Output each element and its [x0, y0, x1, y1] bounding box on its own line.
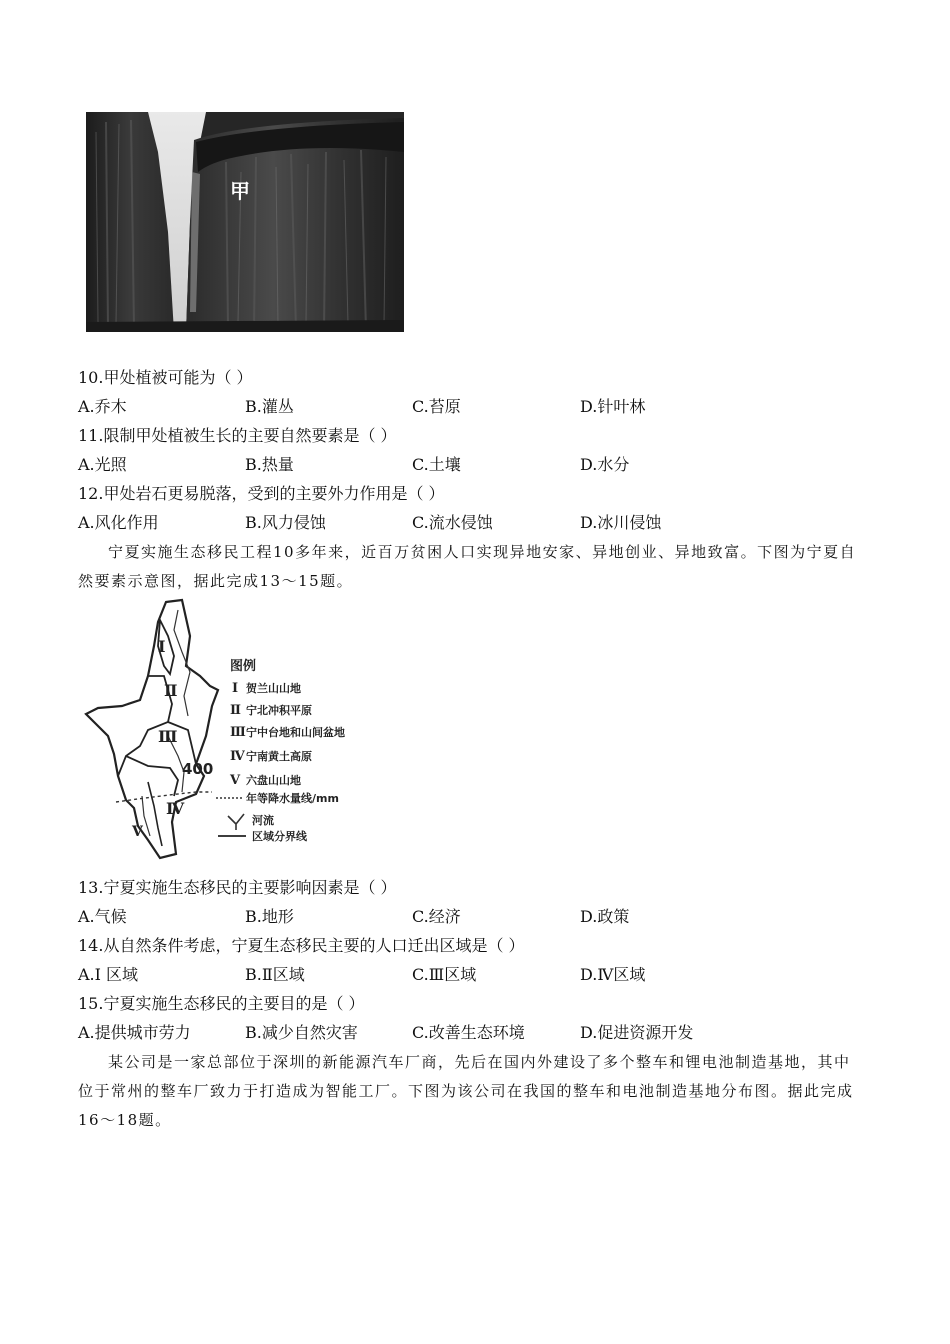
legend-title: 图例 [230, 659, 257, 674]
option-c[interactable]: C.经济 [412, 907, 461, 926]
option-d[interactable]: D.水分 [580, 455, 630, 474]
isohyet-value: 400 [182, 760, 214, 778]
option-b[interactable]: B.地形 [245, 907, 294, 926]
region-label-1: Ⅰ [158, 637, 166, 656]
option-d[interactable]: D.促进资源开发 [580, 1023, 694, 1042]
option-c[interactable]: C.土壤 [412, 455, 461, 474]
legend-text-isohyet: 年等降水量线/mm [246, 792, 339, 805]
question-11: 11.限制甲处植被生长的主要自然要素是（ ） [78, 426, 397, 445]
question-12: 12.甲处岩石更易脱落，受到的主要外力作用是（ ） [78, 484, 445, 503]
intro-paragraph-company [78, 1048, 874, 1135]
legend-symbol-4: Ⅳ [230, 749, 245, 764]
legend-text-5: 六盘山山地 [246, 774, 301, 787]
option-a[interactable]: A.I 区域 [78, 965, 139, 984]
map-legend [216, 658, 345, 843]
legend-symbol-1: Ⅰ [232, 681, 239, 696]
region-label-5: Ⅴ [132, 824, 143, 840]
question-13: 13.宁夏实施生态移民的主要影响因素是（ ） [78, 878, 397, 897]
cliff-photo [86, 112, 404, 332]
option-b[interactable]: B.风力侵蚀 [245, 513, 326, 532]
option-b[interactable]: B.灌丛 [245, 397, 294, 416]
photo-label: 甲 [230, 179, 250, 203]
option-b[interactable]: B.Ⅱ区域 [245, 965, 305, 984]
ningxia-map [78, 596, 358, 862]
cliff-photo-image [86, 112, 404, 332]
option-d[interactable]: D.针叶林 [580, 397, 646, 416]
legend-text-river: 河流 [252, 814, 274, 827]
option-d[interactable]: D.Ⅳ区域 [580, 965, 646, 984]
legend-text-boundary: 区域分界线 [252, 830, 307, 843]
question-15: 15.宁夏实施生态移民的主要目的是（ ） [78, 994, 365, 1013]
region-boundary [148, 782, 162, 846]
option-c[interactable]: C.改善生态环境 [412, 1023, 525, 1042]
region-label-3: Ⅲ [158, 727, 178, 746]
region-label-4: Ⅳ [166, 799, 185, 818]
question-15-options [78, 1023, 798, 1043]
question-14-options [78, 965, 798, 985]
river-line [142, 796, 150, 836]
region-label-2: Ⅱ [164, 681, 178, 700]
option-c[interactable]: C.流水侵蚀 [412, 513, 493, 532]
legend-symbol-5: Ⅴ [230, 773, 241, 788]
option-a[interactable]: A.气候 [78, 907, 127, 926]
option-a[interactable]: A.提供城市劳力 [78, 1023, 191, 1042]
region-boundary [126, 756, 178, 796]
question-14: 14.从自然条件考虑，宁夏生态移民主要的人口迁出区域是（ ） [78, 936, 525, 955]
option-c[interactable]: C.Ⅲ区域 [412, 965, 477, 984]
legend-text-3: 宁中台地和山间盆地 [246, 726, 345, 739]
isohyet-line [116, 792, 212, 802]
option-d[interactable]: D.冰川侵蚀 [580, 513, 662, 532]
question-10: 10.甲处植被可能为（ ） [78, 368, 253, 387]
paragraph-line: 宁夏实施生态移民工程10多年来，近百万贫困人口实现异地安家、异地创业、异地致富。下图为宁夏自 [108, 543, 857, 561]
option-b[interactable]: B.热量 [245, 455, 294, 474]
option-c[interactable]: C.苔原 [412, 397, 461, 416]
legend-symbol-2: Ⅱ [230, 703, 241, 718]
legend-river-swatch [228, 814, 244, 830]
legend-text-1: 贺兰山山地 [246, 682, 301, 695]
intro-paragraph-ningxia [78, 538, 874, 596]
option-a[interactable]: A.风化作用 [78, 513, 159, 532]
legend-text-4: 宁南黄土高原 [246, 750, 312, 763]
paragraph-line: 然要素示意图，据此完成13～15题。 [78, 572, 354, 590]
paragraph-line: 某公司是一家总部位于深圳的新能源汽车厂商，先后在国内外建设了多个整车和锂电池制造基地，其中 [108, 1053, 851, 1071]
question-10-options [78, 397, 798, 417]
legend-text-2: 宁北冲积平原 [246, 704, 312, 717]
paragraph-line: 位于常州的整车厂致力于打造成为智能工厂。下图为该公司在我国的整车和电池制造基地分布图。据此完成 [78, 1082, 854, 1100]
question-11-options [78, 455, 798, 475]
option-b[interactable]: B.减少自然灾害 [245, 1023, 358, 1042]
option-a[interactable]: A.乔木 [78, 397, 127, 416]
option-d[interactable]: D.政策 [580, 907, 630, 926]
question-13-options [78, 907, 798, 927]
legend-symbol-3: Ⅲ [230, 725, 246, 740]
ningxia-map-figure [78, 596, 358, 862]
option-a[interactable]: A.光照 [78, 455, 127, 474]
question-12-options [78, 513, 798, 533]
paragraph-line: 16～18题。 [78, 1111, 172, 1129]
